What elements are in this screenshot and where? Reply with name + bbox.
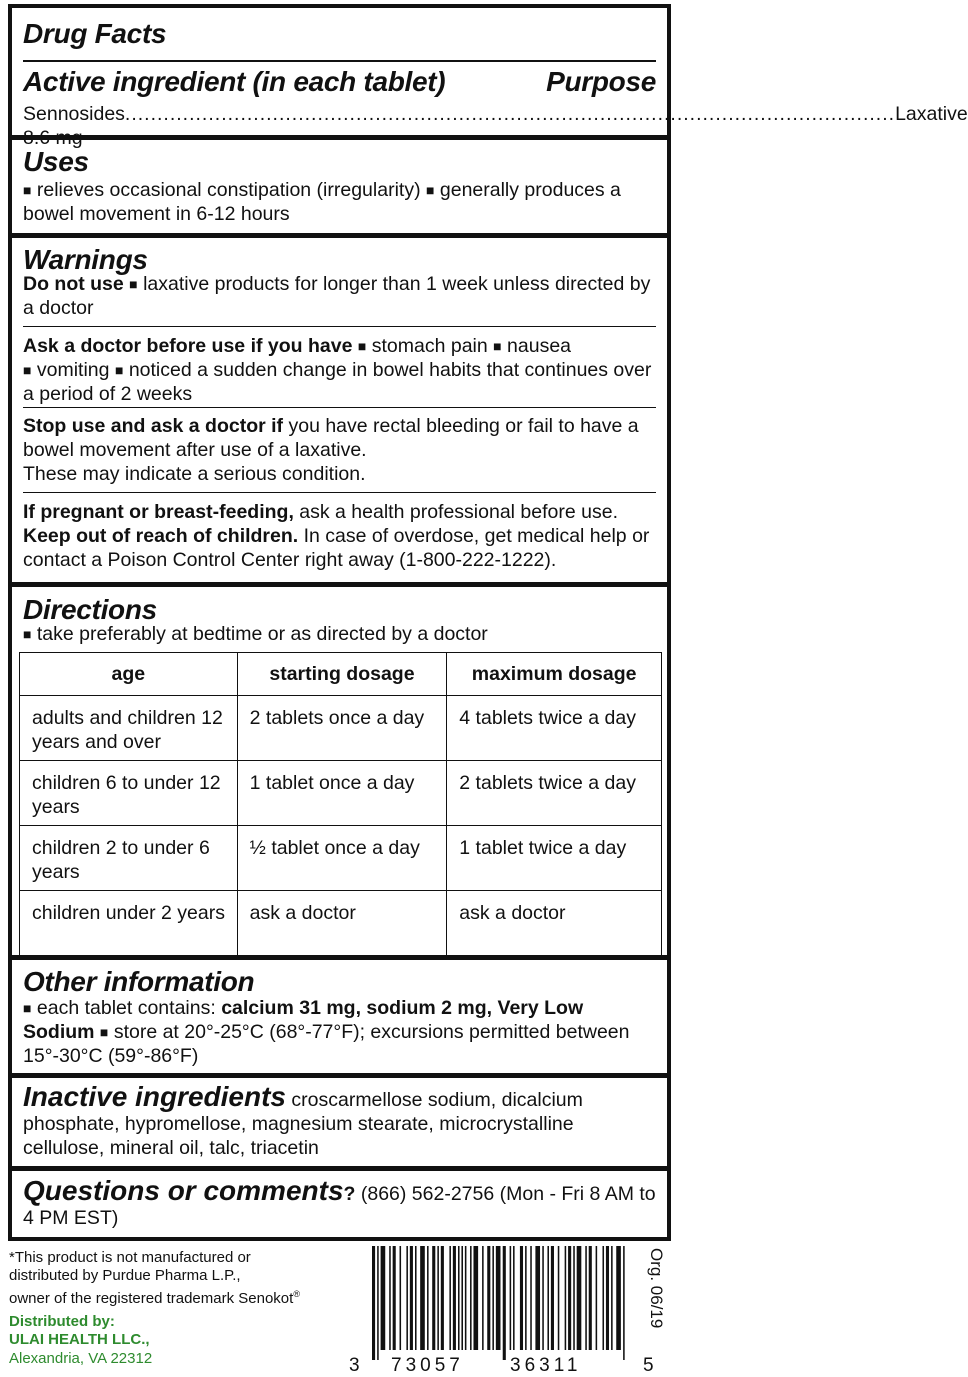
- uses-section: Uses ■ relieves occasional constipation (irregularity) ■ generally produces a bowel movement in 6-12 hours: [12, 146, 667, 226]
- barcode-bar: [602, 1246, 604, 1350]
- disclaimer-line: owner of the registered trademark Senokot: [9, 1290, 294, 1307]
- ask-doctor-item: nausea: [507, 335, 572, 357]
- disclaimer: [9, 1249, 300, 1308]
- use-item: generally produces a bowel movement in 6-12 hours: [23, 179, 621, 225]
- barcode-bar: [487, 1246, 490, 1350]
- divider: [23, 492, 656, 493]
- barcode-bar: [503, 1246, 506, 1360]
- barcode: [372, 1246, 628, 1360]
- barcode-bar: [482, 1246, 484, 1350]
- distributor-address: Alexandria, VA 22312: [9, 1350, 153, 1367]
- barcode-bar: [465, 1246, 467, 1350]
- barcode-bar: [377, 1246, 379, 1360]
- barcode-bar: [496, 1246, 501, 1350]
- barcode-bar: [400, 1246, 402, 1350]
- do-not-use-label: Do not use: [23, 273, 124, 295]
- barcode-bar: [410, 1246, 413, 1350]
- contains-prefix: each tablet contains:: [36, 997, 216, 1019]
- inactive-ingredients-section: [12, 1082, 667, 1160]
- barcode-bar: [449, 1246, 451, 1350]
- barcode-bar: [525, 1246, 527, 1350]
- disclaimer-line: *This product is not manufactured or: [9, 1249, 251, 1266]
- barcode-bar: [458, 1246, 460, 1350]
- barcode-digits-left: 73057: [391, 1355, 464, 1376]
- use-item: relieves occasional constipation (irregularity): [36, 179, 421, 201]
- table-cell: ask a doctor: [237, 891, 447, 957]
- inactive-ingredients-heading: Inactive ingredients: [23, 1081, 286, 1112]
- table-cell: 2 tablets once a day: [237, 696, 447, 761]
- active-ingredient-heading: Active ingredient (in each tablet): [23, 66, 446, 97]
- table-cell: children 2 to under 6 years: [20, 826, 238, 891]
- barcode-bar: [565, 1246, 567, 1350]
- table-row: [20, 826, 662, 891]
- barcode-bar: [623, 1246, 625, 1360]
- section-bar: [12, 955, 667, 960]
- barcode-bar: [547, 1246, 549, 1350]
- section-bar: [12, 1073, 667, 1078]
- barcode-bar: [453, 1246, 456, 1350]
- table-header-row: [20, 653, 662, 696]
- barcode-bar: [535, 1246, 540, 1350]
- distributor-company: ULAI HEALTH LLC.,: [9, 1331, 150, 1348]
- barcode-bar: [558, 1246, 560, 1350]
- uses-heading: Uses: [23, 146, 89, 177]
- leader-dots: ........................................................................................................................: [124, 103, 896, 125]
- table-cell: 1 tablet once a day: [237, 761, 447, 826]
- barcode-bar: [573, 1246, 575, 1350]
- drug-facts-title: Drug Facts: [23, 18, 167, 49]
- column-header: age: [20, 653, 238, 696]
- active-ingredient: Sennosides: [23, 103, 125, 125]
- other-information-heading: Other information: [23, 966, 255, 997]
- stop-use-block: [12, 414, 667, 486]
- questions-phone: (866) 562-2756 (Mon - Fri 8 AM to 4 PM EST): [23, 1183, 656, 1229]
- barcode-bar: [589, 1246, 592, 1350]
- barcode-bar: [393, 1246, 396, 1350]
- pregnancy-children-block: [12, 500, 667, 572]
- section-bar: [12, 233, 667, 238]
- barcode-bar: [551, 1246, 554, 1350]
- section-bar: [12, 582, 667, 587]
- barcode-bar: [470, 1246, 472, 1350]
- column-header: maximum dosage: [447, 653, 662, 696]
- barcode-bar: [606, 1246, 609, 1350]
- barcode-bar: [616, 1246, 621, 1350]
- barcode-bar: [596, 1246, 598, 1350]
- ask-doctor-item: noticed a sudden change in bowel habits that continues over a period of 2 weeks: [23, 359, 652, 405]
- table-row: [20, 891, 662, 957]
- questions-section: [12, 1176, 667, 1230]
- distributed-by-label: Distributed by:: [9, 1313, 115, 1330]
- barcode-bar: [441, 1246, 444, 1350]
- drug-facts-header: [12, 18, 667, 50]
- ask-doctor-item: stomach pain: [371, 335, 488, 357]
- barcode-bar: [585, 1246, 587, 1350]
- barcode-bar: [372, 1246, 375, 1360]
- divider: [23, 60, 656, 62]
- questions-mark: ?: [343, 1183, 356, 1205]
- divider: [23, 407, 656, 408]
- directions-heading: Directions: [23, 594, 157, 625]
- table-cell: adults and children 12 years and over: [20, 696, 238, 761]
- barcode-bar: [432, 1246, 435, 1350]
- contains-values: calcium 31 mg, sodium 2 mg, Very Low Sodium: [23, 997, 584, 1043]
- warnings-heading: Warnings: [23, 244, 148, 275]
- pregnant-text: ask a health professional before use.: [299, 501, 618, 523]
- ask-doctor-label: Ask a doctor before use if you have: [23, 335, 353, 357]
- barcode-bar: [577, 1246, 582, 1350]
- inactive-ingredients-text: croscarmellose sodium, dicalcium phosphate, hypromellose, magnesium stearate, microcrystalline cellulose, mineral oil, talc, triacetin: [23, 1089, 583, 1159]
- disclaimer-line: distributed by Purdue Pharma L.P.,: [9, 1267, 241, 1284]
- stop-use-label: Stop use and ask a doctor if: [23, 415, 284, 437]
- dosage-table: [19, 652, 662, 957]
- section-bar: [12, 135, 667, 140]
- ask-doctor-block: Ask a doctor before use if you have ■ stomach pain ■ nausea ■ vomiting ■ noticed a sudden change in bowel habits that continues over a period of 2 weeks: [23, 335, 652, 405]
- table-cell: ask a doctor: [447, 891, 662, 957]
- table-cell: ½ tablet once a day: [237, 826, 447, 891]
- registered-mark: ®: [293, 1289, 300, 1299]
- barcode-digit: 3: [349, 1355, 360, 1376]
- barcode-bar: [611, 1246, 613, 1350]
- section-bar: [12, 1166, 667, 1171]
- barcode-bar: [542, 1246, 544, 1350]
- origin-date: Org. 06/19: [647, 1248, 666, 1329]
- barcode-bar: [568, 1246, 571, 1350]
- directions-section: Directions ■ take preferably at bedtime or as directed by a doctor: [12, 594, 667, 646]
- barcode-bar: [437, 1246, 439, 1350]
- table-cell: 4 tablets twice a day: [447, 696, 662, 761]
- stop-use-text: you have rectal bleeding or fail to have a bowel movement after use of a laxative.: [23, 415, 639, 461]
- barcode-bar: [530, 1246, 532, 1350]
- barcode-bar: [381, 1246, 386, 1350]
- active-purpose: Laxative: [895, 103, 968, 125]
- table-cell: children 6 to under 12 years: [20, 761, 238, 826]
- drug-facts-panel: [8, 4, 968, 1241]
- ask-doctor-item: vomiting: [36, 359, 110, 381]
- barcode-bar: [461, 1246, 463, 1350]
- storage-text: store at 20°-25°C (68°-77°F); excursions permitted between 15°-30°C (59°-86°F): [23, 1021, 630, 1067]
- barcode-bar: [492, 1246, 494, 1350]
- pregnant-label: If pregnant or breast-feeding,: [23, 501, 294, 523]
- barcode-digits-right: 36311: [510, 1355, 582, 1376]
- barcode-bar: [513, 1246, 515, 1350]
- barcode-bar: [510, 1246, 512, 1350]
- column-header: starting dosage: [237, 653, 447, 696]
- table-cell: children under 2 years: [20, 891, 238, 957]
- stop-use-note: These may indicate a serious condition.: [23, 463, 366, 485]
- barcode-bar: [427, 1246, 429, 1350]
- do-not-use-text: laxative products for longer than 1 week unless directed by a doctor: [23, 273, 651, 319]
- table-row: [20, 696, 662, 761]
- table-row: [20, 761, 662, 826]
- other-information-section: Other information ■ each tablet contains: calcium 31 mg, sodium 2 mg, Very Low Sodium ■ store at 20°-25°C (68°-77°F); excursions permitted between 15°-30°C (59°-86°F): [12, 966, 667, 1068]
- barcode-bar: [389, 1246, 391, 1350]
- barcode-digit: 5: [643, 1355, 654, 1376]
- children-label: Keep out of reach of children.: [23, 525, 299, 547]
- barcode-bar: [415, 1246, 417, 1350]
- barcode-bar: [420, 1246, 425, 1350]
- purpose-heading: Purpose: [546, 66, 656, 97]
- barcode-bar: [473, 1246, 478, 1350]
- divider: [23, 326, 656, 327]
- children-text: In case of overdose, get medical help or contact a Poison Control Center right away (1-800-222-1222).: [23, 525, 650, 571]
- table-cell: 2 tablets twice a day: [447, 761, 662, 826]
- directions-intro: take preferably at bedtime or as directed by a doctor: [36, 623, 488, 645]
- questions-heading: Questions or comments: [23, 1175, 344, 1206]
- barcode-bar: [520, 1246, 523, 1350]
- warnings-section: Warnings Do not use ■ laxative products for longer than 1 week unless directed by a doctor: [12, 244, 667, 320]
- table-cell: 1 tablet twice a day: [447, 826, 662, 891]
- barcode-bar: [406, 1246, 408, 1350]
